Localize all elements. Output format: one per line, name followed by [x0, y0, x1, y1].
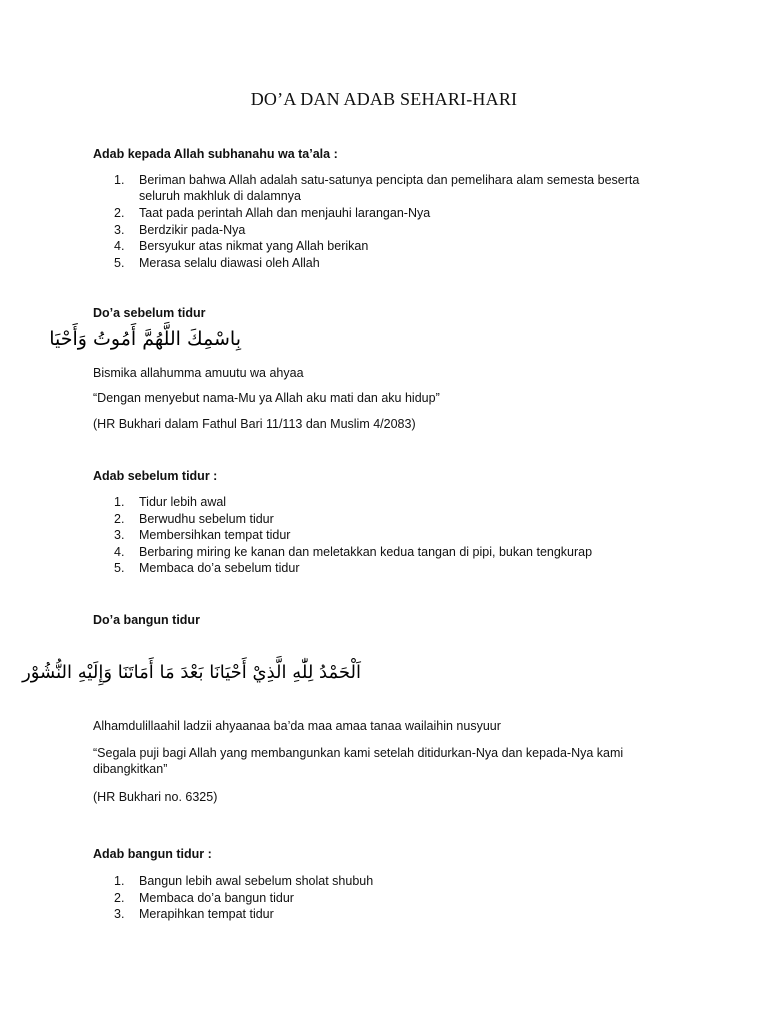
heading-adab-sebelum-tidur: Adab sebelum tidur :: [93, 469, 218, 483]
list-number: 2.: [114, 890, 125, 905]
list-text: Bangun lebih awal sebelum sholat shubuh: [139, 874, 374, 888]
heading-adab-bangun-tidur: Adab bangun tidur :: [93, 847, 212, 861]
list-text: Membaca do’a bangun tidur: [139, 890, 294, 905]
list-number: 4.: [114, 544, 125, 559]
list-text: Taat pada perintah Allah dan menjauhi larangan-Nya: [139, 206, 431, 220]
source-doa-bangun-tidur: (HR Bukhari no. 6325): [93, 790, 218, 804]
latin-doa-bangun-tidur: Alhamdulillaahil ladzii ahyaanaa ba’da maa amaa tanaa wailaihin nusyuur: [93, 719, 501, 733]
list-text: Membaca do’a sebelum tidur: [139, 561, 300, 575]
latin-doa-sebelum-tidur: Bismika allahumma amuutu wa ahyaa: [93, 366, 304, 380]
list-number: 2.: [114, 206, 125, 220]
list-text: Berwudhu sebelum tidur: [139, 511, 274, 526]
source-doa-sebelum-tidur: (HR Bukhari dalam Fathul Bari 11/113 dan Muslim 4/2083): [93, 417, 416, 431]
list-number: 1.: [114, 173, 125, 187]
list-number: 1.: [114, 495, 125, 509]
list-number: 1.: [114, 874, 125, 888]
list-text: Bersyukur atas nikmat yang Allah berikan: [139, 239, 369, 253]
translation-doa-sebelum-tidur: “Dengan menyebut nama-Mu ya Allah aku mati dan aku hidup”: [93, 391, 440, 405]
list-number: 3.: [114, 528, 125, 542]
list-number: 3.: [114, 907, 125, 921]
arabic-doa-bangun-tidur: اَلْحَمْدُ لِلّٰهِ الَّذِيْ أَحْيَانَا بَعْدَ مَا أَمَاتَنَا وَإِلَيْهِ النُّشُوْر: [22, 662, 361, 683]
translation-doa-bangun-tidur: “Segala puji bagi Allah yang membangunkan kami setelah ditidurkan-Nya dan kepada-Nya kami dibangkitkan”: [93, 746, 624, 776]
list-text: Berdzikir pada-Nya: [139, 222, 246, 237]
list-number: 4.: [114, 239, 125, 253]
heading-adab-kepada-allah: Adab kepada Allah subhanahu wa ta’ala :: [93, 147, 338, 161]
heading-doa-sebelum-tidur: Do’a sebelum tidur: [93, 306, 206, 320]
list-text: Merasa selalu diawasi oleh Allah: [139, 255, 320, 270]
list-number: 3.: [114, 222, 125, 237]
list-text: Merapihkan tempat tidur: [139, 907, 274, 921]
page-title: DO’A DAN ADAB SEHARI-HARI: [250, 89, 518, 109]
list-text: Berbaring miring ke kanan dan meletakkan kedua tangan di pipi, bukan tengkurap: [139, 544, 593, 559]
list-number: 2.: [114, 511, 125, 526]
heading-doa-bangun-tidur: Do’a bangun tidur: [93, 613, 200, 627]
list-text: Tidur lebih awal: [139, 495, 227, 509]
arabic-doa-sebelum-tidur: بِاسْمِكَ اللَّهُمَّ أَمُوتُ وَأَحْيَا: [49, 328, 241, 350]
list-text: Membersihkan tempat tidur: [139, 528, 291, 542]
list-number: 5.: [114, 255, 125, 270]
list-text: Beriman bahwa Allah adalah satu-satunya pencipta dan pemelihara alam semesta beserta seluruh makhluk di dalamnya: [139, 173, 640, 203]
list-number: 5.: [114, 561, 125, 575]
